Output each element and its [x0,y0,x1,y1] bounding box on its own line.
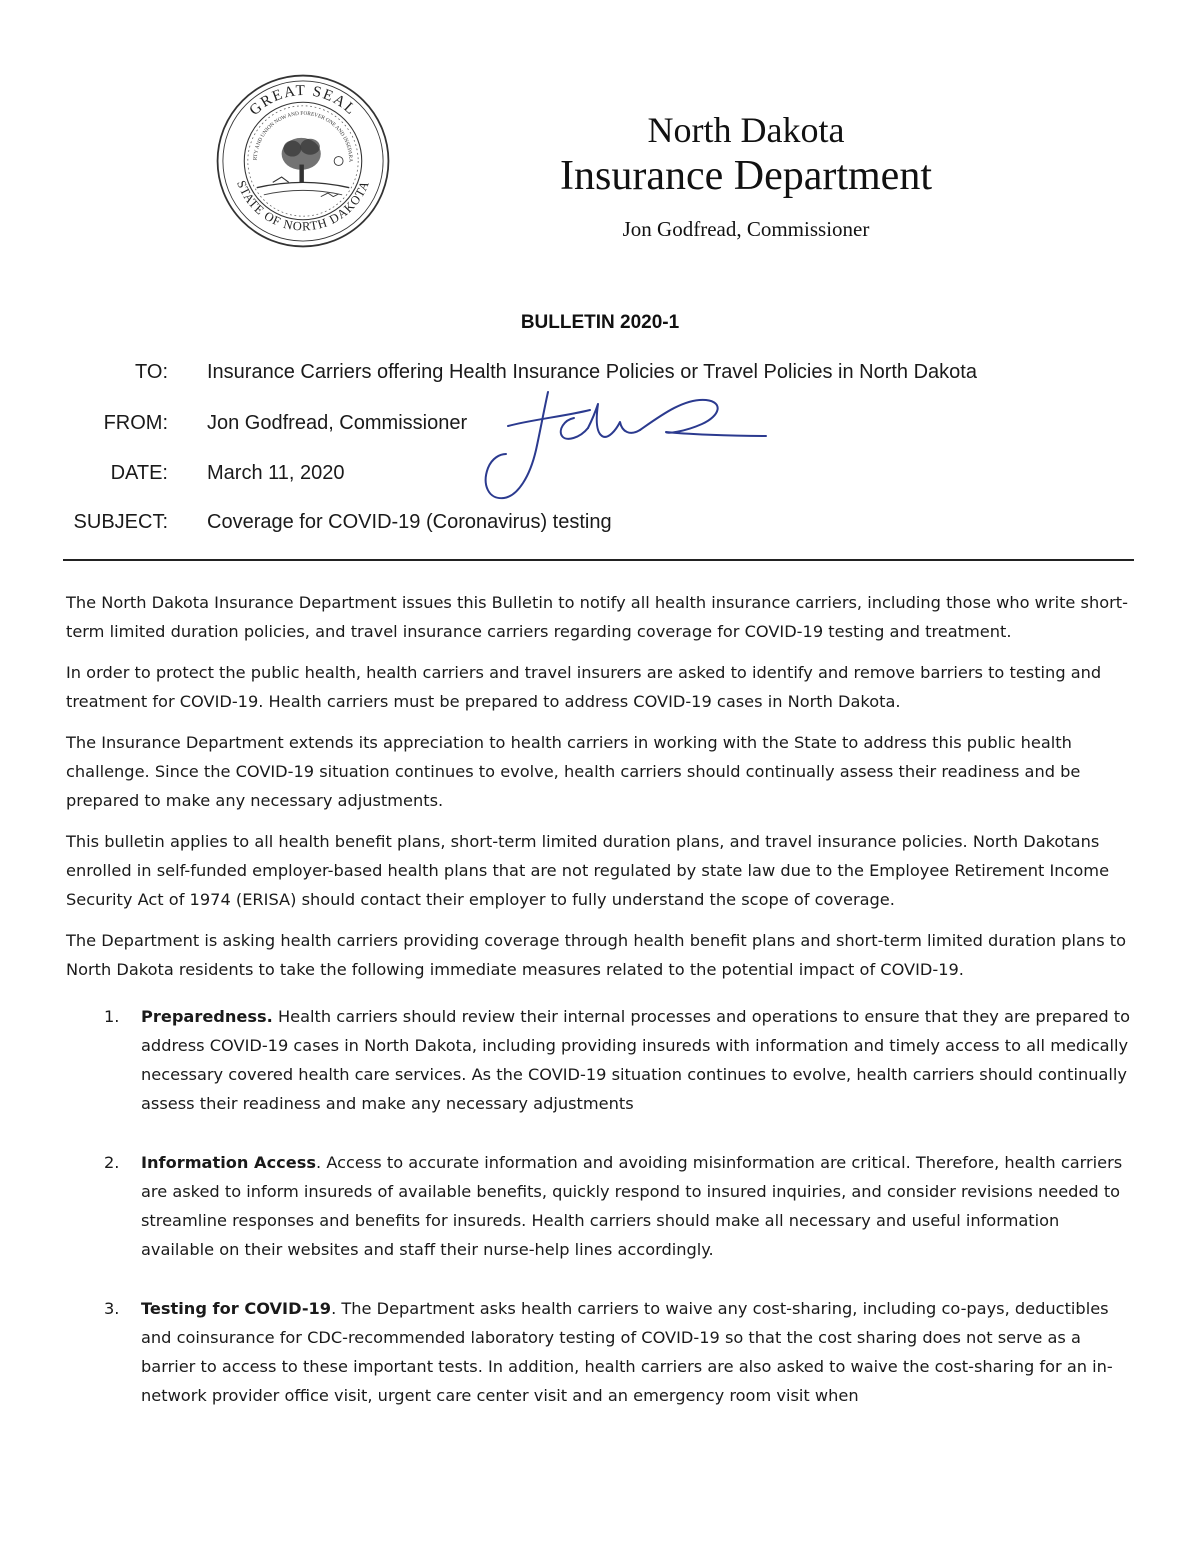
list-item-heading: Preparedness. [141,1007,273,1026]
memo-value-from: Jon Godfread, Commissioner [207,412,468,434]
seal-top-text: GREAT SEAL [246,83,360,119]
body-paragraph: In order to protect the public health, health carriers and travel insurers are asked to identify and remove barriers to testing and treatment for COVID-19. Health carriers must be prepared to address COVID-19 cases in North Dakota. [66,663,1102,711]
memo-label-subject: SUBJECT: [73,511,168,533]
bulletin-body [66,588,1136,1440]
list-item-number: 1. [104,1007,120,1026]
department-heading [520,108,972,244]
bulletin-title: BULLETIN 2020-1 [520,312,680,333]
memo-value-subject: Coverage for COVID-19 (Coronavirus) testing [207,511,612,533]
body-paragraph: This bulletin applies to all health benefit plans, short-term limited duration plans, and travel insurance policies. North Dakotans enrolled in self-funded employer-based health plans that are not regulated by state law due to the Employee Retirement Income Security Act of 1974 (ERISA) should contact their employer to fully understand the scope of coverage. [66,832,1110,909]
list-item [66,1002,1136,1118]
body-paragraph: The North Dakota Insurance Department issues this Bulletin to notify all health insurance carriers, including those who write short-term limited duration policies, and travel insurance carriers regarding coverage for COVID-19 testing and treatment. [66,593,1128,641]
memo-label-from: FROM: [103,412,168,434]
great-seal-icon [214,72,392,250]
list-item-text: . Access to accurate information and avoiding misinformation are critical. Therefore, health carriers are asked to inform insureds of available benefits, quickly respond to insured inquiries, and consider revisions needed to streamline responses and benefits for insureds. Health carriers should make all necessary and useful information available on their websites and staff their nurse-help lines accordingly. [141,1153,1123,1259]
list-item-number: 2. [104,1153,120,1172]
list-item-number: 3. [104,1299,120,1318]
list-item [66,1294,1136,1410]
department-name: Insurance Department [560,153,932,199]
department-commissioner: Jon Godfread, Commissioner [622,217,870,241]
seal-inner-text: RTY AND UNION NOW AND FOREVER ONE AND INSEPARA [252,110,354,163]
department-state: North Dakota [647,110,845,150]
list-item-text: Health carriers should review their internal processes and operations to ensure that they are prepared to address COVID-19 cases in North Dakota, including providing insureds with information and timely access to all medically necessary covered health care services. As the COVID-19 situation continues to evolve, health carriers should continually assess their readiness and make any necessary adjustments [141,1007,1131,1113]
list-item-text: . The Department asks health carriers to waive any cost-sharing, including co-pays, deductibles and coinsurance for CDC-recommended laboratory testing of COVID-19 so that the cost sharing does not serve as a barrier to access to these important tests. In addition, health carriers are also asked to waive the cost-sharing for an in-network provider office visit, urgent care center visit and an emergency room visit when [141,1299,1113,1405]
memo-value-date: March 11, 2020 [207,462,345,484]
body-paragraph: The Department is asking health carriers providing coverage through health benefit plans and short-term limited duration plans to North Dakota residents to take the following immediate measures related to the potential impact of COVID-19. [66,931,1127,979]
measures-list [66,1002,1136,1410]
list-item-heading: Testing for COVID-19 [141,1299,332,1318]
memo-label-date: DATE: [110,462,168,484]
list-item-heading: Information Access [141,1153,317,1172]
body-paragraph: The Insurance Department extends its appreciation to health carriers in working with the State to address this public health challenge. Since the COVID-19 situation continues to evolve, health carriers should continually assess their readiness and be prepared to make any necessary adjustments. [66,733,1081,810]
list-item [66,1148,1136,1264]
signature-image [470,380,780,510]
memo-divider [63,559,1134,561]
memo-value-to: Insurance Carriers offering Health Insurance Policies or Travel Policies in North Dakota [207,361,977,383]
memo-label-to: TO: [135,361,168,383]
seal-bottom-text: STATE OF NORTH DAKOTA [234,178,372,234]
